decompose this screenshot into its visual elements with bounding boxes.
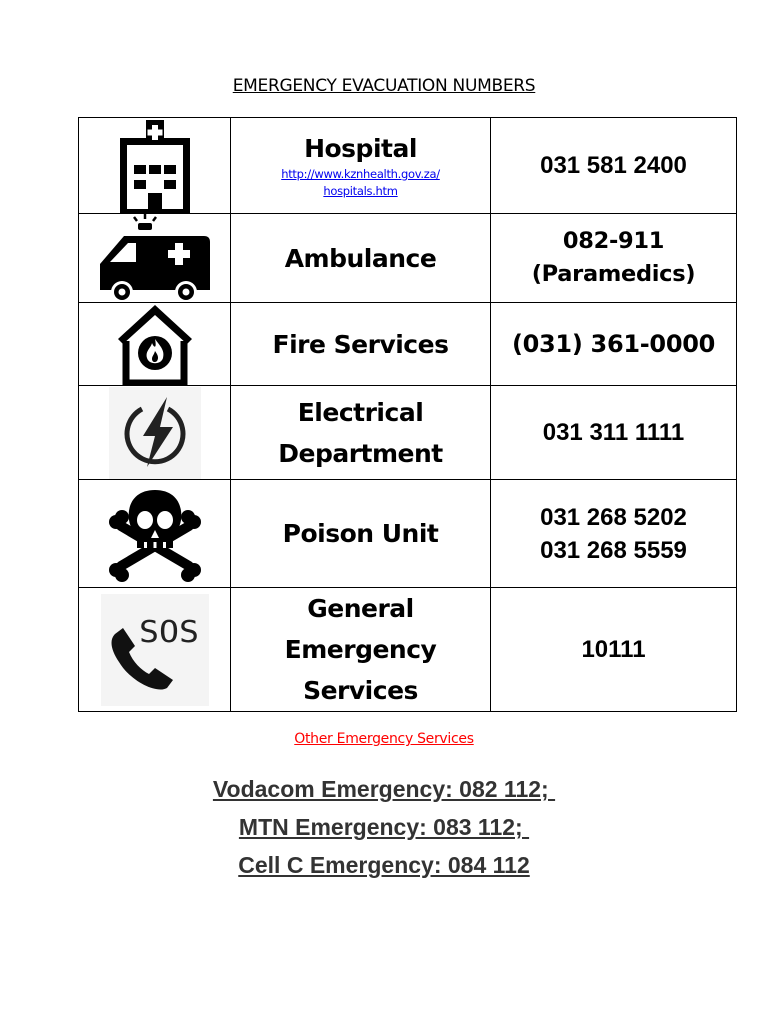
number-cell: [491, 588, 737, 712]
number-cell: [491, 386, 737, 480]
fire-station-icon: [114, 303, 196, 385]
service-name-line-1: General: [307, 594, 414, 623]
phone-number: 10111: [581, 636, 646, 663]
service-name: Ambulance: [284, 243, 437, 273]
other-services-heading: Other Emergency Services: [294, 731, 474, 747]
lightning-bolt-icon: [109, 387, 201, 479]
table-row: [79, 386, 737, 480]
phone-number: 031 311 1111: [542, 419, 685, 446]
service-name-line-3: Services: [303, 676, 418, 705]
phone-number-note: (Paramedics): [531, 261, 696, 287]
cellc-emergency: Cell C Emergency: 084 112: [238, 852, 530, 878]
number-cell: [491, 118, 737, 214]
table-row: [79, 588, 737, 712]
service-cell: [231, 118, 491, 214]
ambulance-icon: [98, 214, 212, 302]
service-name-line-2: Department: [278, 438, 443, 468]
phone-number: 082-911: [562, 228, 665, 254]
icon-cell: [79, 588, 231, 712]
sos-phone-icon: [101, 594, 209, 706]
service-cell: [231, 386, 491, 480]
phone-number-alt: 031 268 5559: [540, 536, 687, 564]
emergency-numbers-table: [78, 117, 737, 712]
mtn-emergency: MTN Emergency: 083 112;: [238, 814, 530, 840]
icon-cell: [79, 386, 231, 480]
hospitals-link[interactable]: http://www.kznhealth.gov.za/: [281, 166, 440, 181]
number-cell: [491, 214, 737, 303]
number-cell: [491, 303, 737, 386]
phone-number: (031) 361-0000: [511, 329, 716, 358]
service-cell: [231, 303, 491, 386]
icon-cell: [79, 118, 231, 214]
hospitals-link-continued[interactable]: hospitals.htm: [323, 183, 398, 198]
sos-label: SOS: [138, 614, 199, 650]
service-cell: [231, 214, 491, 303]
service-name: Poison Unit: [282, 519, 439, 548]
table-row: [79, 214, 737, 303]
service-name: Fire Services: [272, 329, 449, 359]
service-cell: [231, 480, 491, 588]
table-row: [79, 118, 737, 214]
hospital-icon: [108, 118, 202, 213]
table-row: [79, 303, 737, 386]
service-cell: [231, 588, 491, 712]
skull-crossbones-icon: [103, 482, 207, 586]
service-name-line-2: Emergency: [284, 635, 437, 664]
number-cell: [491, 480, 737, 588]
vodacom-emergency: Vodacom Emergency: 082 112;: [212, 776, 556, 802]
icon-cell: [79, 480, 231, 588]
phone-number: 031 581 2400: [540, 152, 687, 179]
phone-number: 031 268 5202: [540, 503, 687, 531]
icon-cell: [79, 214, 231, 303]
page-title: EMERGENCY EVACUATION NUMBERS: [232, 76, 536, 96]
table-row: [79, 480, 737, 588]
service-name: Hospital: [304, 133, 417, 163]
icon-cell: [79, 303, 231, 386]
service-name-line-1: Electrical: [297, 397, 424, 427]
